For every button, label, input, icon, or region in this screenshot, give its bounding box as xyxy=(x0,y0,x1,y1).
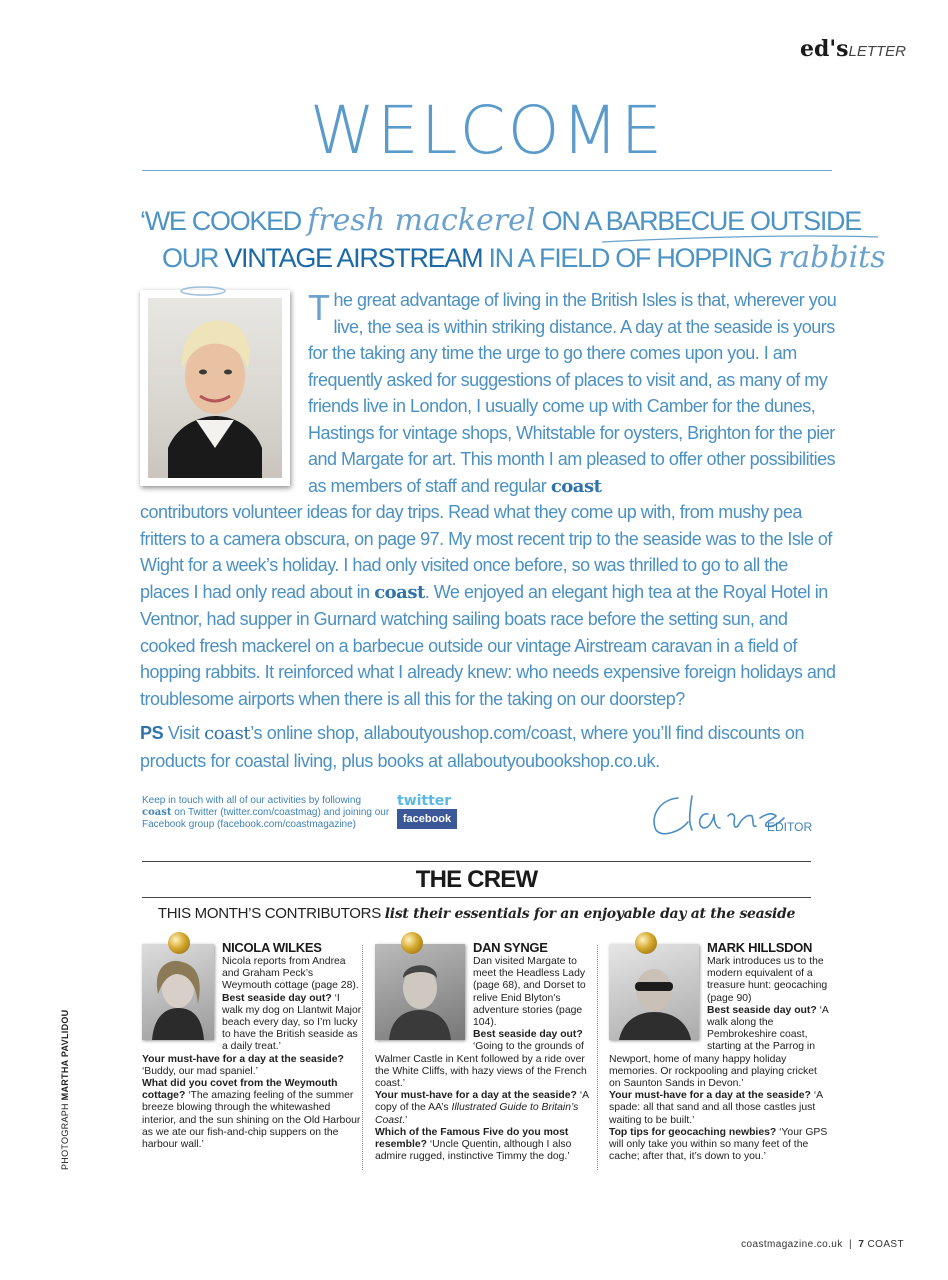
contributor-card xyxy=(142,940,362,1151)
contributor-photo xyxy=(375,944,465,1040)
social-note-text: Keep in touch with all of our activities by following xyxy=(142,795,362,806)
column-divider xyxy=(362,945,363,1170)
contributor-answer: ‘A spade: all that sand and all those castles just waiting to be built.’ xyxy=(609,1090,823,1126)
flourish-line xyxy=(600,228,880,248)
twitter-logo[interactable]: twitter xyxy=(397,793,452,809)
contributor-question: Best seaside day out? xyxy=(222,992,332,1004)
contributor-intro: Dan visited Margate to meet the Headless Lady (page 68), and Dorset to relive Enid Blyton’s adventure stories (page 104). xyxy=(473,956,586,1029)
footer-magazine: COAST xyxy=(867,1239,904,1250)
title-divider xyxy=(142,170,832,171)
letter-text: . We enjoyed an elegant high tea at the Royal Hotel in Ventnor, had supper in Gurnard watching sailing boats race before the setting sun, and cooked fresh mackerel on a barbecue outside our vintage Airstream caravan in a field of hopping rabbits. It reinforced what I already knew: who needs expensive foreign holidays and troublesome airports when there is all this for the taking on our doorstep? xyxy=(140,581,836,709)
crew-subtitle xyxy=(142,905,811,922)
pin-icon xyxy=(635,932,657,954)
page-title: WELCOME xyxy=(309,92,665,169)
letter-text: he great advantage of living in the British Isles is that, wherever you live, the sea is within striking distance. A day at the seaside is yours for the taking any time the urge to go there comes upon you. I am frequently asked for suggestions of places to visit and, as many of my friends live in London, I usually come up with Camber for the dunes, Hastings for vintage shops, Whitstable for oysters, Brighton for the pier and Margate for art. This month I am pleased to offer other possibilities as members of staff and regular xyxy=(308,290,837,496)
contributor-answer: ‘A copy of the AA’s xyxy=(375,1090,589,1114)
photo-credit-label: PHOTOGRAPH xyxy=(60,1103,70,1170)
contributor-answer: ‘Your GPS will only take you within so many feet of the cache; after that, it’s down to you.’ xyxy=(609,1126,828,1163)
contributor-question: Your must-have for a day at the seaside? xyxy=(609,1090,811,1102)
contributor-question: Best seaside day out? xyxy=(473,1029,583,1041)
contributor-question: Top tips for geocaching newbies? xyxy=(609,1126,777,1138)
page-footer: coastmagazine.co.uk | 7 COAST xyxy=(741,1239,904,1250)
contributor-answer: ‘The amazing feeling of the summer breeze blowing through the whitewashed interior, and the sun shining on the Old Harbour as we ate our fish-and-chip suppers on the harbour wall.’ xyxy=(142,1090,361,1151)
contributor-question: Which of the Famous Five do you most resemble? xyxy=(375,1126,569,1151)
contributor-answer: ‘Going to the grounds of Walmer Castle in Kent followed by a ride over the White Cliffs, with hazy views of the French coast.’ xyxy=(375,1041,587,1090)
contributor-question: Your must-have for a day at the seaside? xyxy=(375,1090,577,1102)
editor-label: EDITOR xyxy=(767,820,813,834)
column-divider xyxy=(597,945,598,1170)
letter-text: contributors volunteer ideas for day trips. Read what they come up with, from mushy pea fritters to a camera obscura, on page 97. My most recent trip to the seaside was to the Isle of Wight for a week’s holiday. I had only visited once before, so was thrilled to go to all the places I had only read about in xyxy=(140,502,832,602)
contributor-answer: ‘A walk along the Pembrokeshire coast, starting at the Parrog in Newport, home of many happy holiday memories. Or rockpooling and playing cricket on Saunton Sands in Devon.’ xyxy=(609,1004,829,1090)
crew-top-rule xyxy=(142,861,811,862)
contributor-question: What did you covet from the Weymouth cottage? xyxy=(142,1078,338,1102)
pin-icon xyxy=(168,932,190,954)
pin-icon xyxy=(401,932,423,954)
crew-title: THE CREW xyxy=(415,866,538,893)
contributor-name: DAN SYNGE xyxy=(473,940,548,955)
facebook-logo[interactable]: facebook xyxy=(397,809,457,829)
letter-paragraph-lower xyxy=(140,499,840,712)
contributor-intro: Mark introduces us to the modern equivalent of a treasure hunt: geocaching (page 90) xyxy=(707,956,828,1004)
section-label-eds: ed's xyxy=(799,36,849,62)
contributor-question: Best seaside day out? xyxy=(707,1004,817,1016)
pull-quote-script: fresh mackerel xyxy=(307,203,536,238)
contributor-answer: ‘Buddy, our mad spaniel.’ xyxy=(142,1065,258,1077)
social-note xyxy=(142,795,392,831)
pull-quote-highlight: VINTAGE AIRSTREAM xyxy=(224,243,483,273)
section-label-letter: LETTER xyxy=(848,43,906,60)
contributor-answer: ‘I walk my dog on Llantwit Major beach every day, so I’m lucky to have the British seaside as a daily treat.’ xyxy=(222,992,362,1053)
postscript xyxy=(140,720,840,774)
editor-photo xyxy=(140,290,290,486)
photo-credit xyxy=(60,1010,70,1170)
contributor-answer: .’ xyxy=(402,1114,408,1126)
pull-quote-text: ‘WE COOKED xyxy=(140,206,302,236)
contributor-question: Your must-have for a day at the seaside? xyxy=(142,1053,344,1065)
contributor-card xyxy=(609,940,829,1163)
footer-site: coastmagazine.co.uk xyxy=(741,1239,843,1250)
contributor-photo xyxy=(609,944,699,1040)
photo-credit-name: MARTHA PAVLIDOU xyxy=(60,1009,70,1101)
letter-paragraph-upper xyxy=(308,287,838,500)
coast-wordmark: coast xyxy=(142,807,172,818)
contributor-answer: ‘Uncle Quentin, although I also admire rugged, instinctive Timmy the dog.’ xyxy=(375,1139,572,1163)
contributor-name: MARK HILLSDON xyxy=(707,940,813,955)
section-label xyxy=(800,36,906,62)
contributor-name: NICOLA WILKES xyxy=(222,940,322,955)
contributor-card xyxy=(375,940,595,1163)
social-note-text: on Twitter (twitter.com/coastmag) and joining our Facebook group (facebook.com/coastmagazine) xyxy=(142,807,390,830)
crew-bottom-rule xyxy=(142,897,811,898)
crew-subtitle-italic: list their essentials for an enjoyable day at the seaside xyxy=(384,906,796,922)
coast-wordmark: coast xyxy=(550,475,602,497)
drop-cap: T xyxy=(308,287,330,328)
pull-quote-text: ON A BARBECUE OUTSIDE xyxy=(541,206,861,236)
pull-quote-text: OUR xyxy=(162,243,219,273)
halo-doodle xyxy=(178,284,228,298)
contributor-answer-italic: Illustrated Guide to Britain’s Coast xyxy=(375,1102,579,1126)
editor-portrait xyxy=(148,298,282,478)
contributor-photo xyxy=(142,944,214,1040)
ps-text: ’s online shop, allaboutyoushop.com/coast, where you’ll find discounts on products for coastal living, plus books at allaboutyoubookshop.co.uk. xyxy=(140,723,805,771)
crew-subtitle-caps: THIS MONTH’S CONTRIBUTORS xyxy=(157,905,381,922)
pull-quote-text: IN A FIELD OF HOPPING xyxy=(488,243,772,273)
pull-quote-script: rabbits xyxy=(777,240,886,275)
contributor-intro: Nicola reports from Andrea and Graham Peck’s Weymouth cottage (page 28). xyxy=(222,956,359,992)
page-number: 7 xyxy=(858,1239,865,1250)
ps-text: Visit xyxy=(167,723,200,743)
coast-wordmark: coast xyxy=(204,723,251,744)
ps-label: PS xyxy=(140,723,164,743)
coast-wordmark: coast xyxy=(374,581,425,603)
